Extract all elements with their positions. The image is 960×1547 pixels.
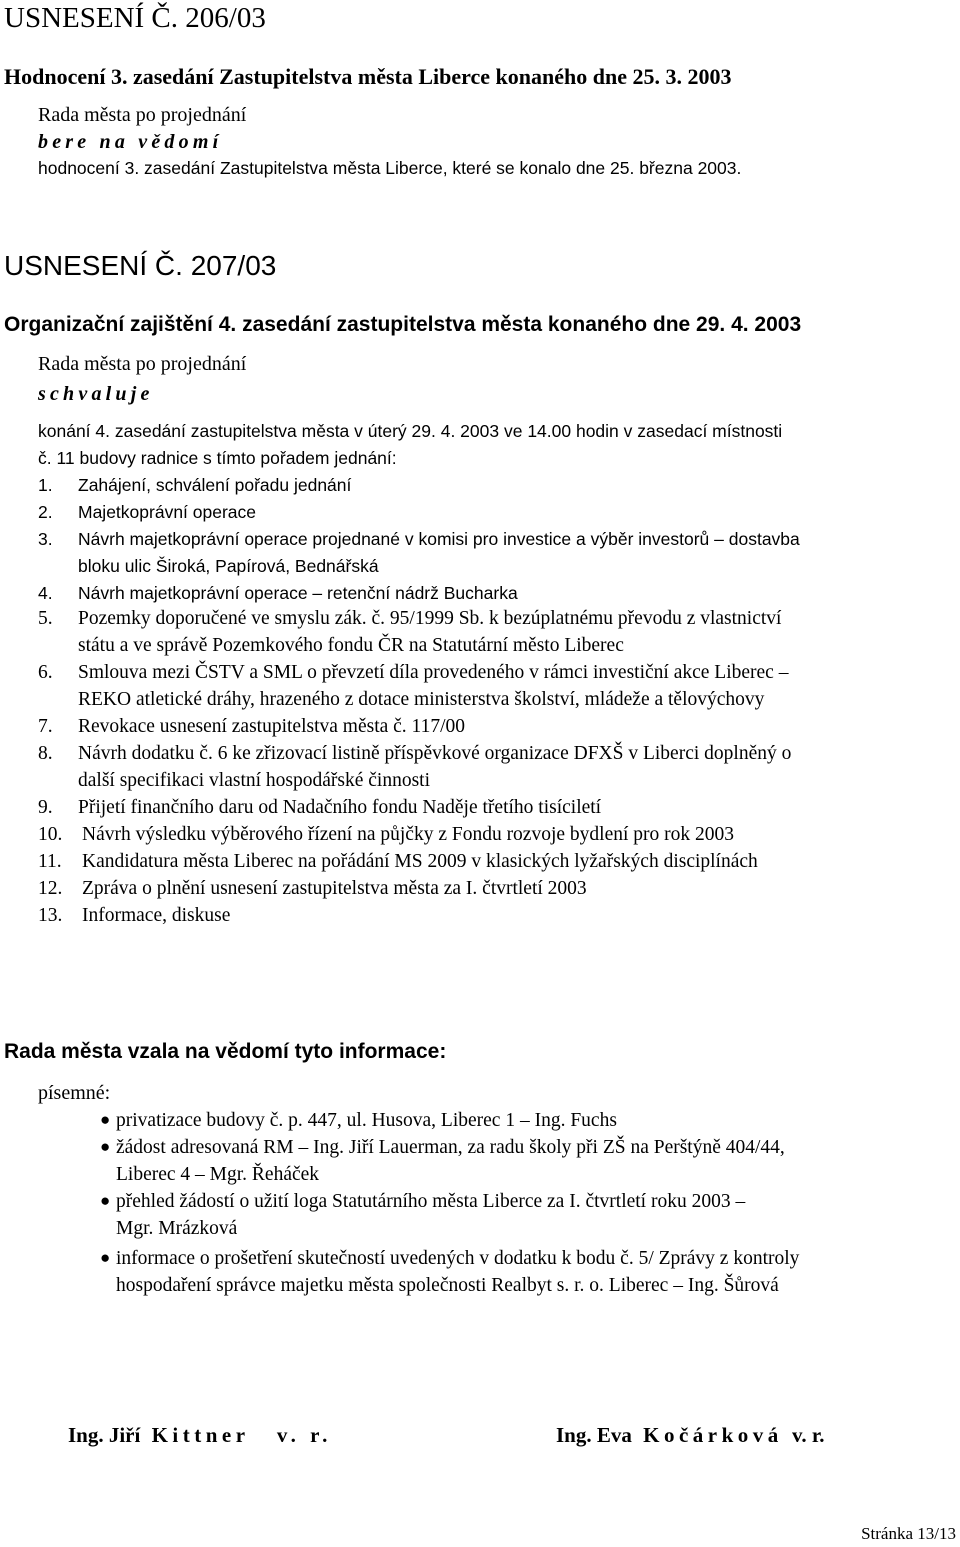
list-item-text-cont: státu a ve správě Pozemkového fondu ČR na Statutární město Liberec xyxy=(78,635,624,656)
list-item-text-cont: bloku ulic Široká, Papírová, Bednářská xyxy=(78,556,379,576)
list-item-text: Přijetí finančního daru od Nadačního fondu Naděje třetího tisíciletí xyxy=(78,797,602,818)
list-item-text: Majetkoprávní operace xyxy=(78,502,257,522)
resolution-206-intro: Rada města po projednání xyxy=(38,104,247,126)
list-item-number: 1. xyxy=(38,475,53,495)
list-item-text: Návrh majetkoprávní operace – retenční nádrž Bucharka xyxy=(78,583,518,603)
list-item-text-cont: další specifikaci vlastní hospodářské činnosti xyxy=(78,770,431,791)
list-item-text: Revokace usnesení zastupitelstva města č. 117/00 xyxy=(78,716,466,737)
list-item-text: Návrh majetkoprávní operace projednané v komisi pro investice a výběr investorů – dostavba xyxy=(78,529,800,549)
list-item-number: 4. xyxy=(38,583,53,603)
signature-left-name: Kittner xyxy=(151,1423,250,1447)
list-item-number: 13. xyxy=(38,905,63,926)
list-item-text: Kandidatura města Liberec na pořádání MS 2009 v klasických lyžařských disciplínách xyxy=(82,851,758,872)
list-item xyxy=(0,1110,940,1137)
list-item-text: Návrh výsledku výběrového řízení na půjčky z Fondu rozvoje bydlení pro rok 2003 xyxy=(82,824,735,845)
list-item-number: 2. xyxy=(38,502,53,522)
list-item-text: privatizace budovy č. p. 447, ul. Husova, Liberec 1 – Ing. Fuchs xyxy=(116,1110,617,1131)
resolution-206-text: hodnocení 3. zasedání Zastupitelstva města Liberce, které se konalo dne 25. března 2003. xyxy=(38,158,742,178)
bullet-icon: ● xyxy=(100,1137,111,1156)
list-item xyxy=(38,797,928,824)
list-item-number: 10. xyxy=(38,824,63,845)
bullet-icon: ● xyxy=(100,1110,111,1129)
list-item xyxy=(0,1248,940,1302)
list-item-text: Informace, diskuse xyxy=(82,905,231,926)
list-item xyxy=(38,475,928,502)
list-item-number: 7. xyxy=(38,716,53,737)
list-item xyxy=(38,502,928,529)
list-item-text-cont: Liberec 4 – Mgr. Řeháček xyxy=(116,1164,320,1185)
list-item-number: 11. xyxy=(38,851,62,872)
list-item xyxy=(38,583,928,610)
signature-left-suffix: v. r. xyxy=(276,1423,332,1447)
list-item xyxy=(38,878,928,905)
list-item-text: Návrh dodatku č. 6 ke zřizovací listině příspěvkové organizace DFXŠ v Liberci doplněný o xyxy=(78,743,792,764)
resolution-206-verb: bere na vědomí xyxy=(38,131,223,153)
signature-right xyxy=(556,1423,825,1448)
list-item-number: 5. xyxy=(38,608,53,629)
list-item-number: 3. xyxy=(38,529,53,549)
list-item-text-cont: hospodaření správce majetku města společnosti Realbyt s. r. o. Liberec – Ing. Šůrová xyxy=(116,1275,779,1296)
signature-right-suffix: v. r. xyxy=(792,1423,825,1447)
resolution-207-verb: schvaluje xyxy=(38,383,154,405)
list-item-text: Zpráva o plnění usnesení zastupitelstva města za I. čtvrtletí 2003 xyxy=(82,878,587,899)
signature-right-prefix: Ing. Eva xyxy=(556,1423,632,1447)
list-item-number: 8. xyxy=(38,743,53,764)
resolution-206-title: Hodnocení 3. zasedání Zastupitelstva města Liberce konaného dne 25. 3. 2003 xyxy=(4,64,732,89)
list-item-number: 9. xyxy=(38,797,53,818)
resolution-206-heading: USNESENÍ Č. 206/03 xyxy=(4,2,266,34)
list-item-text: Zahájení, schválení pořadu jednání xyxy=(78,475,352,495)
list-item xyxy=(0,1137,940,1191)
list-item xyxy=(0,1191,940,1245)
list-item-text-cont: REKO atletické dráhy, hrazeného z dotace ministerstva školství, mládeže a tělovýchovy xyxy=(78,689,765,710)
list-item xyxy=(38,851,928,878)
list-item-text: Pozemky doporučené ve smyslu zák. č. 95/1999 Sb. k bezúplatnému převodu z vlastnictví xyxy=(78,608,782,629)
info-label: písemné: xyxy=(38,1082,111,1104)
list-item-text-cont: Mgr. Mrázková xyxy=(116,1218,238,1239)
list-item-text: žádost adresovaná RM – Ing. Jiří Lauerman, za radu školy při ZŠ na Perštýně 404/44, xyxy=(116,1137,785,1158)
resolution-207-intro: Rada města po projednání xyxy=(38,353,247,375)
signature-left-prefix: Ing. Jiří xyxy=(68,1423,141,1447)
list-item xyxy=(38,529,948,583)
list-item xyxy=(38,662,938,716)
list-item xyxy=(38,824,928,851)
bullet-icon: ● xyxy=(100,1248,111,1267)
list-item-text: přehled žádostí o užití loga Statutárního města Liberce za I. čtvrtletí roku 2003 – xyxy=(116,1191,746,1212)
list-item-number: 6. xyxy=(38,662,53,683)
list-item xyxy=(38,608,928,662)
signature-left xyxy=(68,1423,332,1448)
list-item xyxy=(38,743,938,797)
info-heading: Rada města vzala na vědomí tyto informace: xyxy=(4,1040,447,1063)
list-item-text: informace o prošetření skutečností uvedených v dodatku k bodu č. 5/ Zprávy z kontroly xyxy=(116,1248,800,1269)
resolution-207-heading: USNESENÍ Č. 207/03 xyxy=(4,250,277,281)
list-item-text: Smlouva mezi ČSTV a SML o převzetí díla provedeného v rámci investiční akce Liberec – xyxy=(78,662,789,683)
resolution-207-text-1: konání 4. zasedání zastupitelstva města v úterý 29. 4. 2003 ve 14.00 hodin v zasedací místnosti xyxy=(38,421,783,441)
list-item-number: 12. xyxy=(38,878,63,899)
resolution-207-title: Organizační zajištění 4. zasedání zastupitelstva města konaného dne 29. 4. 2003 xyxy=(4,313,802,336)
page-number: Stránka 13/13 xyxy=(861,1524,956,1543)
list-item xyxy=(38,905,928,932)
resolution-207-text-2: č. 11 budovy radnice s tímto pořadem jednání: xyxy=(38,448,397,468)
list-item xyxy=(38,716,928,743)
bullet-icon: ● xyxy=(100,1191,111,1210)
signature-right-name: Kočárková xyxy=(643,1423,783,1447)
